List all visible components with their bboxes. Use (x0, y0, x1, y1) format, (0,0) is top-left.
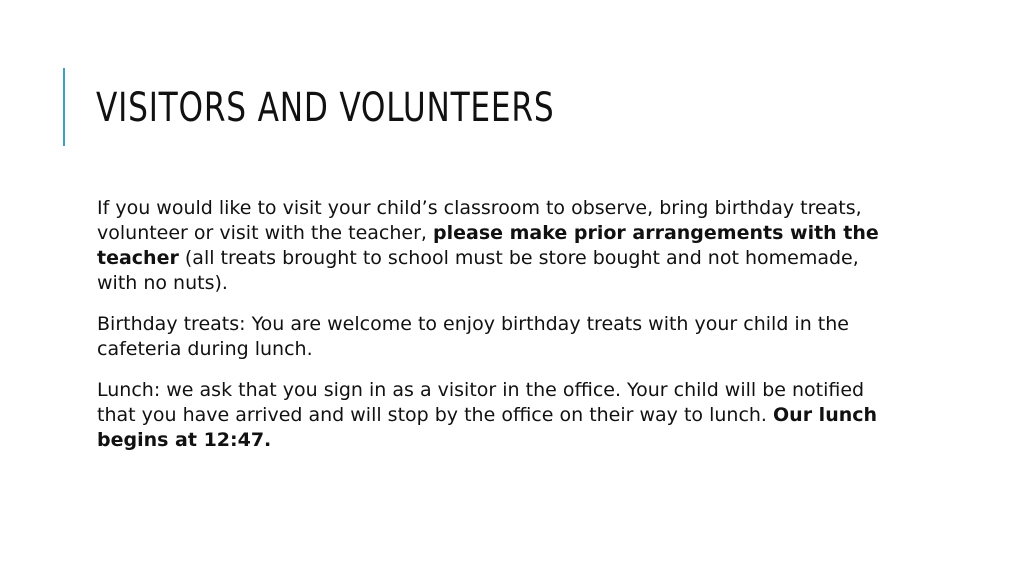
paragraph-lunch (97, 378, 887, 453)
paragraph-visit-arrangements (97, 196, 887, 296)
paragraph-emphasis: Our lunch begins at 12:47. (97, 404, 878, 451)
title-accent-bar (63, 68, 65, 146)
slide-title: VISITORS AND VOLUNTEERS (96, 85, 555, 131)
paragraph-text: (all treats brought to school must be store bought and not homemade, with no nuts). (97, 247, 859, 294)
paragraph-text: If you would like to visit your child’s classroom to observe, bring birthday treats, volunteer or visit with the teacher, (97, 197, 862, 244)
paragraph-text: Lunch: we ask that you sign in as a visitor in the office. Your child will be notified that you have arrived and will stop by the office on their way to lunch. (97, 379, 865, 426)
paragraph-birthday-treats (97, 312, 887, 362)
slide-body (97, 196, 887, 469)
paragraph-text: Birthday treats: You are welcome to enjoy birthday treats with your child in the cafeteria during lunch. (97, 313, 849, 360)
paragraph-emphasis: please make prior arrangements with the teacher (97, 222, 879, 269)
